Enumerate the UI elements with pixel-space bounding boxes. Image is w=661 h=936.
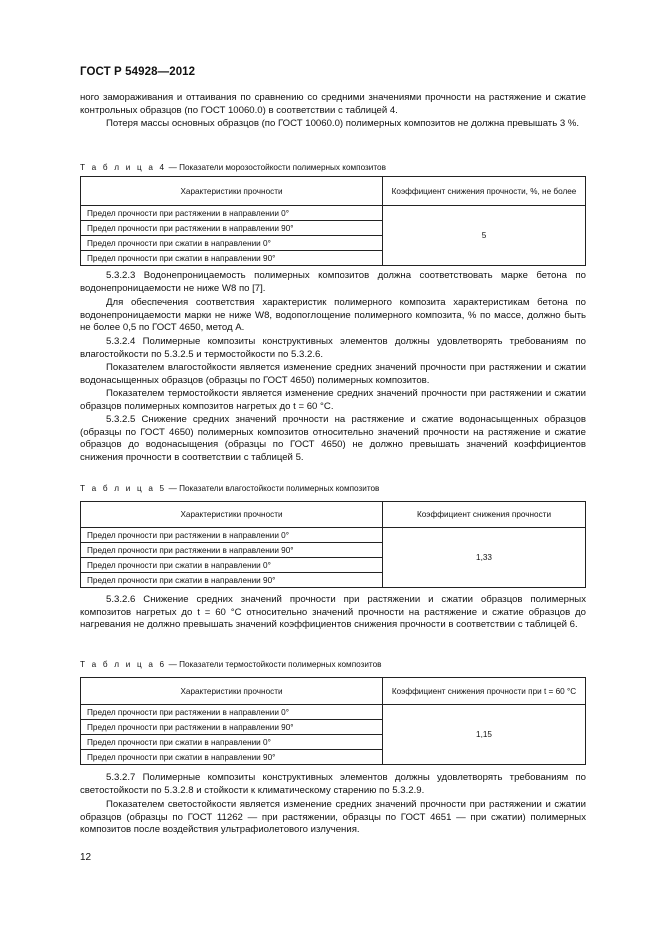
table-5-header-characteristics: Характеристики прочности [81, 502, 383, 528]
table-4-header-coefficient: Коэффициент снижения прочности, %, не более [383, 177, 586, 206]
paragraph-thermal-indicator: Показателем термостойкости является изменение средних значений прочности при растяжении и сжатии образцов полимерных композитов нагретых до t = 60 °С. [80, 388, 586, 412]
table-4 [80, 176, 586, 266]
paragraph-light-indicator: Показателем светостойкости является изменение средних значений прочности при растяжении и сжатии образцов (образцы по ГОСТ 11262 — при растяжении, образцы по ГОСТ 4651 — при сжатии) полимерных композитов после воздействия ультрафиолетового излучения. [80, 799, 586, 836]
paragraph-5-3-2-6: 5.3.2.6 Снижение средних значений прочности при растяжении и сжатии образцов полимерных композитов нагретых до t = 60 °С относительно значений прочности на растяжение и сжатие образцов до нагревания не должно превышать значений коэффициентов снижения прочности в соответствии с таблицей 6. [80, 594, 586, 631]
table-6-value: 1,15 [383, 705, 586, 765]
table-5-caption [80, 484, 379, 493]
table-6-header-coefficient: Коэффициент снижения прочности при t = 60 °С [383, 678, 586, 705]
page-number: 12 [80, 852, 92, 863]
document-header: ГОСТ Р 54928—2012 [80, 66, 196, 78]
table-6-row-1: Предел прочности при растяжении в направлении 0° [81, 705, 383, 720]
paragraph-mass-loss: Потеря массы основных образцов (по ГОСТ 10060.0) полимерных композитов не должна превышать 3 %. [106, 118, 580, 129]
table-5-row-4: Предел прочности при сжатии в направлении 90° [81, 573, 383, 588]
table-6-title: — Показатели термостойкости полимерных композитов [166, 660, 382, 669]
table-6-caption [80, 660, 381, 669]
table-6 [80, 677, 586, 765]
paragraph-continuation: ного замораживания и оттаивания по сравнению со средними значениями прочности на растяжение и сжатие контрольных образцов (по ГОСТ 10060.0) в соответствии с таблицей 4. [80, 92, 586, 116]
table-6-header-characteristics: Характеристики прочности [81, 678, 383, 705]
table-4-caption [80, 163, 386, 172]
table-6-row-2: Предел прочности при растяжении в направлении 90° [81, 720, 383, 735]
paragraph-5-3-2-4: 5.3.2.4 Полимерные композиты конструктивных элементов должны удовлетворять требованиям по влагостойкости по 5.3.2.5 и термостойкости по 5.3.2.6. [80, 336, 586, 360]
table-4-header-characteristics: Характеристики прочности [81, 177, 383, 206]
table-6-row-3: Предел прочности при сжатии в направлении 0° [81, 735, 383, 750]
table-5-value: 1,33 [383, 528, 586, 588]
table-5-label: Т а б л и ц а 5 [80, 484, 167, 493]
table-5-row-2: Предел прочности при растяжении в направлении 90° [81, 543, 383, 558]
paragraph-moisture-indicator: Показателем влагостойкости является изменение средних значений прочности при растяжении и сжатии водонасыщенных образцов (образцы по ГОСТ 4650) полимерных композитов. [80, 362, 586, 386]
table-5-title: — Показатели влагостойкости полимерных композитов [166, 484, 380, 493]
table-6-label: Т а б л и ц а 6 [80, 660, 167, 669]
table-4-row-3: Предел прочности при сжатии в направлении 0° [81, 236, 383, 251]
table-6-row-4: Предел прочности при сжатии в направлении 90° [81, 750, 383, 765]
paragraph-5-3-2-3: 5.3.2.3 Водонепроницаемость полимерных композитов должна соответствовать марке бетона по водонепроницаемости не ниже W8 по [7]. [80, 270, 586, 294]
table-4-row-4: Предел прочности при сжатии в направлении 90° [81, 251, 383, 266]
table-4-label: Т а б л и ц а 4 [80, 163, 167, 172]
table-5-row-3: Предел прочности при сжатии в направлении 0° [81, 558, 383, 573]
table-4-title: — Показатели морозостойкости полимерных композитов [166, 163, 386, 172]
table-4-row-2: Предел прочности при растяжении в направлении 90° [81, 221, 383, 236]
table-5-header-coefficient: Коэффициент снижения прочности [383, 502, 586, 528]
paragraph-5-3-2-7: 5.3.2.7 Полимерные композиты конструктивных элементов должны удовлетворять требованиям по светостойкости по 5.3.2.8 и стойкости к климатическому старению по 5.3.2.9. [80, 772, 586, 796]
paragraph-5-3-2-5: 5.3.2.5 Снижение средних значений прочности на растяжение и сжатие водонасыщенных образцов (образцы по ГОСТ 4650) полимерных композитов относительно значений прочности на растяжение и сжатие образцов до водонасыщения (образцы по ГОСТ 4650) не должно превышать значений коэффициентов снижения прочности в соответствии с таблицей 5. [80, 414, 586, 463]
table-5 [80, 501, 586, 588]
table-4-value: 5 [383, 206, 586, 266]
paragraph-waterproof: Для обеспечения соответствия характеристик полимерного композита характеристикам бетона по водонепроницаемости марки не ниже W8, водопоглощение полимерного композита, % по массе, должно быть не более 0,5 по ГОСТ 4650, метод А. [80, 297, 586, 334]
table-4-row-1: Предел прочности при растяжении в направлении 0° [81, 206, 383, 221]
table-5-row-1: Предел прочности при растяжении в направлении 0° [81, 528, 383, 543]
